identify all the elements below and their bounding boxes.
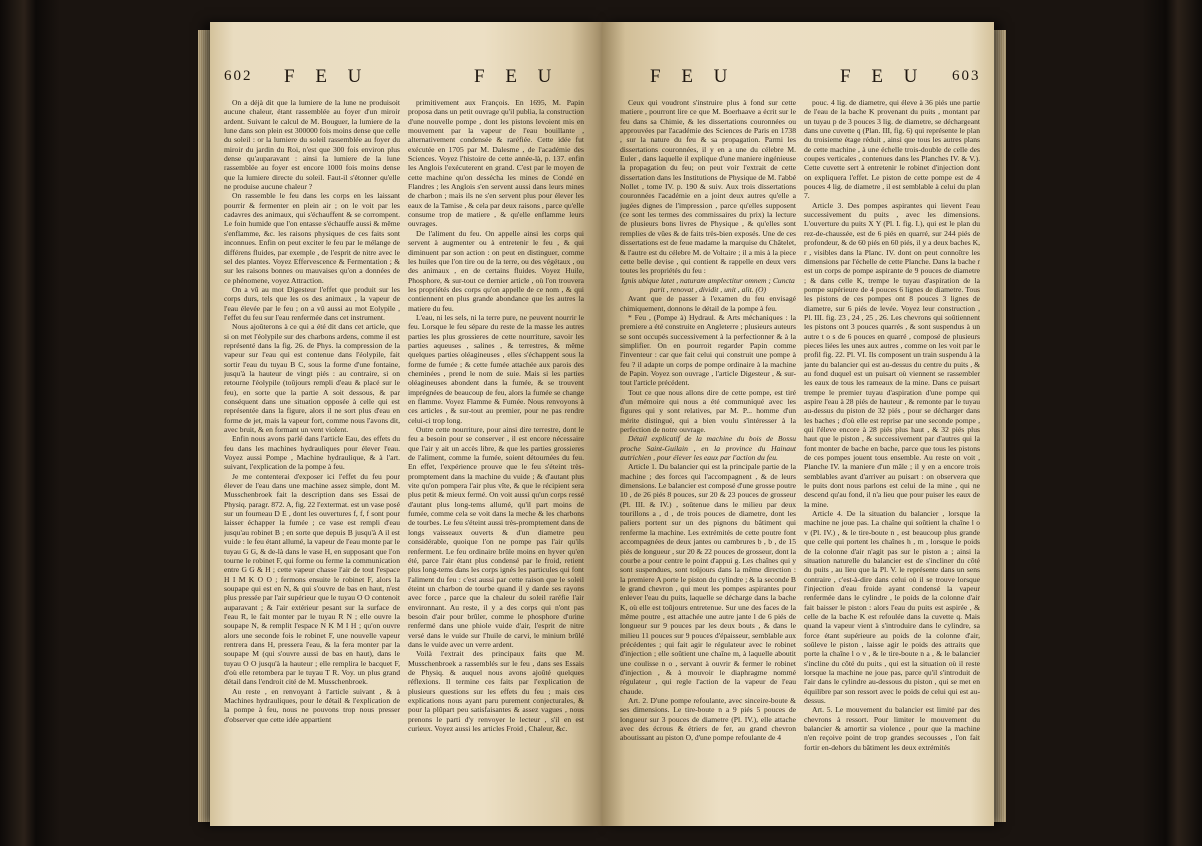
paragraph: Enfin nous avons parlé dans l'article Eau, des effets du feu dans les machines hydrauliques pour élever l'eau. Voyez aussi Pompe , Machine hydraulique, & à l'art. suivant, l'explication de la pompe à feu. — [224, 434, 400, 472]
paragraph: Je me contenterai d'exposer ici l'effet du feu pour élever de l'eau dans une machine assez simple, dont M. Musschenbroek fait la description dans ses Essai de Physiq. paragr. 872. A, fig. 22 l'extermat. est un vase posé sur un fourneau D E , dont les ouvertures f, f, f sont pour laisser échapper la fumée ; ce vase est rempli d'eau jusqu'au robinet B ; en sorte que depuis B jusqu'à A il est vuide : le feu étant allumé, la vapeur de l'eau monte par le tuyau G G, & de-là dans le vase H, en supposant que l'on tourne le robinet F, qui forme ou ferme la communication entre G G & H ; cette vapeur chasse l'air de tout l'espace H I M K O O ; fermons ensuite le robinet F, alors la soupape qui est en N, & qui s'ouvre de bas en haut, n'est plus pressée par l'air supérieur que le tuyau O O contenoit auparavant ; & l'air extérieur pesant sur la surface de l'eau R, le fait monter par le tuyau R N ; elle ouvre la soupape N, & remplit l'espace N K M I H ; qu'on ouvre alors une seconde fois le robinet F, une nouvelle vapeur rentrera dans H, pressera l'eau, & la fera monter par la soupape M (qui s'ouvre aussi de bas en haut), dans le tuyau O O jusqu'à la hauteur ; elle remplira le bacquet F, d'où elle retombera par le tuyau T R. Voy. un plus grand détail dans l'endroit cité de M. Musschenbroek. — [224, 471, 400, 687]
paragraph: Nous ajoûterons à ce qui a été dit dans cet article, que si on met l'éolypile sur des charbons ardens, comme il est représenté dans la fig. 26. de Phys. la compression de la vapeur sur l'eau qui est contenue dans l'éolypile, fait sortir l'eau du tuyau B C, sous la forme d'une fontaine, jusqu'à la hauteur de vingt piés : au contraire, si on retourne l'éolypile (toûjours rempli d'eau & placé sur le feu), en sorte que la partie A soit dessous, & par conséquent dans une situation opposée à celle qui est représentée dans la figure, alors il ne sort plus d'eau en forme de jet, mais la vapeur fort, comme nous l'avons dit, avec bruit, & en formant un vent violent. — [224, 322, 400, 435]
paragraph: Au reste , en renvoyant à l'article suivant , & à Machines hydrauliques, pour le détail & l'explication de la pompe à feu, nous ne pouvons trop nous presser d'observer que cette idée appartient — [224, 686, 400, 724]
paragraph: primitivement aux François. En 1695, M. Papin proposa dans un petit ouvrage qu'il publia, la construction d'une nouvelle pompe , dont les pistons levoient mis en mouvement par la vapeur de l'eau bouillante , alternativement condensée & raréfiée. Cette idée fut exécutée en 1705 par M. Dalesme , de l'académie des Sciences. Voyez l'histoire de cette année-là, p. 137. enfin les Anglois l'exécuterent en grand. C'est par le moyen de cette machine qu'on dessécha les mines de Condé en Flandres ; les Anglois s'en servent aussi dans leurs mines de charbon ; mais ils ne s'en servent plus pour élever les eaux de la Tamise , & cela par deux raisons , parce qu'elle consume trop de matiere , & qu'elle enflamme leurs ouvrages. — [408, 98, 584, 229]
left-page-header-left: F E U — [284, 66, 370, 87]
left-page — [210, 22, 602, 826]
paragraph: Ceux qui voudront s'instruire plus à fond sur cette matiere , pourront lire ce que M. Boerhaave a écrit sur le feu dans sa Chimie, & les dissertations couronnées ou approuvées par l'académie des Sciences de Paris en 1738 , sur la nature du feu & sa propagation. Parmi les dissertations couronnées, il y en a une du célebre M. Euler , dans laquelle il explique d'une maniere ingénieuse la propagation du feu; on peut voir l'extrait de cette dissertation dans les Institutions de Physique de M. l'abbé Nollet , tome IV. p. 190 & suiv. Aux trois dissertations couronnées l'académie en a joint deux autres qu'elle a jugées dignes de l'impression , parce qu'elles supposent (ce sont les termes des commissaires du prix) la lecture de plusieurs bons livres de Physique , & qu'elles sont remplies de vûes & de faits très-bien exposés. Une de ces dissertations est de feue madame la marquise du Châtelet, & l'autre est du célebre M. de Voltaire ; il a mis à la piece cette belle devise , qui contient & rappelle en deux vers toutes les propriétés du feu : — [620, 98, 796, 276]
paragraph: Tout ce que nous allons dire de cette pompe, est tiré d'un mémoire qui nous a été communiqué avec les figures qui y sont relatives, par M. P... homme d'un mérite distingué, qui a bien voulu s'intéresser à la perfection de notre ouvrage. — [620, 387, 796, 435]
right-page-number: 603 — [952, 68, 981, 84]
paragraph: L'eau, ni les sels, ni la terre pure, ne peuvent nourrir le feu. Lorsque le feu sépare du reste de la masse les autres parties les plus grossieres de cette nourriture, savoir les parties aqueuses , salines , & terrestres, & même quelques parties oléagineuses , elles s'échappent sous la forme de fumée ; & cette fumée attachée aux parois des cheminées , prend le nom de suie. Mais si les parties oléagineuses abondent dans la fumée, & se trouvent imprégnées de beaucoup de feu, alors la fumée se change en flamme. Voyez Flamme & Fumée. Nous renvoyons à ces articles , & sur-tout au premier, pour ne pas rendre celui-ci trop long. — [408, 312, 584, 425]
left-page-column-2 — [408, 98, 584, 798]
page-edges-left — [198, 30, 210, 822]
left-page-number: 602 — [224, 68, 253, 84]
paragraph: On a déjà dit que la lumiere de la lune ne produisoit aucune chaleur, étant rassemblée au foyer d'un miroir ardent. Suivant le calcul de M. Bouguer, la lumiere de la lune dans son plein est 300000 fois moins dense que celle du soleil : or la lumiere du soleil rassemblée au foyer du miroir du jardin du Roi, n'est que 300 fois environ plus dense qu'auparavant : ainsi la lumiere de la lune rassemblée au foyer est encore 1000 fois moins dense que la lumiere directe du soleil. Faut-il s'étonner qu'elle ne produise aucune chaleur ? — [224, 98, 400, 192]
paragraph: Art. 5. Le mouvement du balancier est limité par des chevrons à ressort. Pour limiter le mouvement du balancier & amortir sa violence , pour que la machine n'en reçoive point de trop grandes secousses , l'on fait fortir en-dehors du bâtiment les deux extrémités — [804, 705, 980, 752]
right-page-header-right: F E U — [840, 66, 926, 87]
paragraph: Article 1. Du balancier qui est la principale partie de la machine ; des forces qui l'accompagnent , & de leurs dimensions. Le balancier est composé d'une grosse poutre 10 , de 26 piés 8 pouces, sur 20 & 23 pouces de grosseur (Pl. III. & IV.) , soûtenue dans le milieu par deux tourillons a , d , de trois pouces de diametre, dont les paliers portent sur un des pignons du bâtiment qui renferme la machine. Les extrémités de cette poutre font accompagnées de deux jantes ou cambrures b , b , de 15 piés de longueur , sur 20 & 22 pouces de grosseur, dont la courbe a pour centre le point d'appui g. Les chaînes qui y sont suspendues, sont toûjours dans la même direction : la premiere A porte le piston du cylindre ; & la seconde B le grand chevron , qui meut les pompes aspirantes pour enlever l'eau du puits, laquelle se décharge dans la bache K, où elle est toûjours entretenue. Sur une des faces de la même poutre , est attachée une autre jante l de 6 piés de longueur sur 9 pouces par les deux bouts , & dans le milieu 11 pouces sur 9 pouces d'épaisseur, semblable aux précédentes ; qui fait agir le régulateur avec le robinet d'injection ; elle soûtient une chaîne m, à laquelle aboutit une coulisse n o , servant à ouvrir & fermer le robinet d'injection , & à mouvoir le diaphragme nommé régulateur , qui regle l'action de la vapeur de l'eau chaude. — [620, 462, 796, 696]
paragraph: Voilà l'extrait des principaux faits que M. Musschenbroek a rassemblés sur le feu , dans ses Essais de Physiq. & auquel nous avons ajoûté quelques réflexions. Il termine ces faits par l'explication de plusieurs questions sur les effets du feu ; mais ces explications nous ayant paru purement conjecturales, & pour la plûpart peu satisfaisantes & assez vagues , nous prenons le parti d'y renvoyer le lecteur , s'il en est curieux. Voyez aussi les articles Froid , Chaleur, &c. — [408, 649, 584, 734]
paragraph: Détail explicatif de la machine du bois de Bossu proche Saint-Guilain , en la province du Hainaut autrichien , pour élever les eaux par l'action du feu. — [620, 434, 796, 463]
paragraph: Outre cette nourriture, pour ainsi dire terrestre, dont le feu a besoin pour se conserver , il est encore nécessaire que l'air y ait un accès libre, & que les parties grossieres de l'aliment, comme la fumée, soient détournées du feu. En effet, l'expérience prouve que le feu s'éteint très-promptement dans la machine du vuide ; & d'autant plus vite qu'on pompera l'air plus vîte, & que le récipient sera plus petit & mieux fermé. On voit aussi qu'un corps ressé d'autant plus long-tems allumé, qu'il part moins de fumée, comme cela se voit dans la meche & les charbons de tourbes. Le feu s'éteint aussi très-promptement dans de longs vaisseaux ouverts & d'un diametre peu considérable, quoique l'on ne pompe pas l'air qu'ils renferment. Le feu ordinaire brûle moins en hyver qu'en été, parce l'air étant plus condensé par le froid, retient plus long-tems dans les corps ignés les particules qui font l'aliment du feu : c'est aussi par cette raison que le soleil éteint un charbon de tourbe quand il y darde ses rayons avec force , parce que la chaleur du soleil raréfie l'air environnant. Au reste, il y a des corps qui n'ont pas besoin d'air pour brûler, comme le phosphore d'urine renfermé dans une phiole vuide d'air, l'esprit de nitre versé dans le vuide sur l'huile de carvi, le minium brûlé dans le vuide avec un verre ardent. — [408, 425, 584, 649]
paragraph: Article 3. Des pompes aspirantes qui lievent l'eau successivement du puits , avec les dimensions. L'ouverture du puits X Y (Pl. I. fig. I.), qui est le plan du rez-de-chaussée, est de 6 piés en quarré, sur 244 piés de profondeur, & de 60 piés en 60 piés, il y a deux baches K, r , visibles dans la Planc. IV. dont on peut connoître les dimensions par l'échelle de cette Planche. Dans la bache r est un corps de pompe aspirante de 9 pouces de diametre ; & dans celle K, trempe le tuyau d'aspiration de la pompe supérieure de 4 pouces 6 lignes de diametre. Tous les pistons de ces pompes ont 8 pouces 3 lignes de diametre, sur 6 piés de levée. Voyez leur construction , Pl. III. fig. 23 , 24 , 25 , 26. Les chevrons qui soûtiennent les pistons ont 3 pouces quarrés , & sont suspendus à un autre t o s de 6 pouces en quarré , composé de plusieurs pieces liées les unes aux autres , comme on les voit par le profil fig. 22. Pl. VI. Ils composent un train suspendu à la jante du balancier qui est au-dessus du centre du puits , & au fond duquel est un puisart où viennent se rassembler les eaux de tous les rameaux de la mine. Dans ce puisart trempe le premier tuyau d'aspiration d'une pompe qui aspire l'eau à 28 piés de hauteur , & remonte par le tuyau au-dessus du piston de 32 piés , pour se décharger dans les baches ; d'où elle est reprise par une seconde pompe , qui l'éleve encore à 28 piés plus haut , & 32 piés plus haut que le piston , & successivement par d'autres qui la font monter de bache en bache, parce que tous les pistons de ces pompes jouent tous ensemble. Au reste on voit , Planche IV. la maniere d'un mâle ; il y en a encore trois semblables avant d'arriver au puisart : on observera que le puits dont nous parlons est celui de la mine , qui ne descend qu'au fond, il n'a lieu que pour puiser les eaux de la mine. — [804, 200, 980, 509]
right-page — [602, 22, 994, 826]
page-edges-right — [994, 30, 1006, 822]
paragraph: On a vû au mot Digesteur l'effet que produit sur les corps durs, tels que les os des animaux , la vapeur de l'eau élevée par le feu ; on a vû aussi au mot Eolypile , l'effet du feu sur l'eau renfermée dans cet instrument. — [224, 284, 400, 322]
paragraph: Art. 2. D'une pompe refoulante, avec sinceire-boute & ses dimensions. Le tire-boute n a 9 piés 5 pouces de longueur sur 3 pouces de diametre (Pl. IV.), elle attache avec des écrous & étriers de fer, au grand chevron aboutissant au piston O, d'une pompe refoulante de 4 — [620, 696, 796, 743]
paragraph: Avant que de passer à l'examen du feu envisagé chimiquement, donnons le détail de la pompe à feu. — [620, 294, 796, 313]
right-page-column-2 — [804, 98, 980, 798]
paragraph: De l'aliment du feu. On appelle ainsi les corps qui servent à augmenter ou à entretenir le feu , & qui diminuent par son action : on peut en distinguer, comme les huiles que l'on tire ou de la terre, ou des végétaux , ou des animaux , en de certains fluides. Voyez Huile, Phosphore, & sur-tout ce dernier article , où l'on trouvera les propriétés des corps qu'on appelle de ce nom , & qui contiennent en plus grande abondance que les autres la matiere du feu. — [408, 228, 584, 313]
right-page-header-left: F E U — [650, 66, 736, 87]
paragraph: pouc. 4 lig. de diametre, qui éleve à 36 piés une partie de l'eau de la bache K provenant du puits , montant par un tuyau p de 3 pouces 3 lig. de diametre, se déchargeant dans une cuvette q (Plan. III, fig. 6) qui représente le plan du troisieme étage réduit , ainsi que tous les autres plans de cette machine , à une échelle trois-double de celle des coupes verticales , contenues dans les Planches IV. & V.). Cette cuvette sert à entretenir le robinet d'injection dont on expliquera l'effet. Le piston de cette pompe est de 4 pouces 4 lig. de diametre , il est semblable à celui du plan 7. — [804, 98, 980, 201]
right-page-column-1 — [620, 98, 796, 798]
paragraph: Article 4. De la situation du balancier , lorsque la machine ne joue pas. La chaîne qui soûtient la chaîne l o v (Pl. IV.) , & le tire-boute n , est beaucoup plus grande que celle qui portent les chaînes h , m , lorsque le poids de la colonne d'air n'agit pas sur le piston a ; ainsi la situation naturelle du balancier est de s'incliner du côté du puits , au lieu que la Pl. V. le représente dans un sens contraire , c'est-à-dire dans celui où il se trouve lorsque l'injection d'eau froide ayant condensé la vapeur renfermée dans le cylindre , le poids de la colonne d'air fait baisser le piston : alors l'eau du puits est aspirée , & celle de la bache K est refoulée dans la cuvette q. Mais quand la vapeur vient à s'introduire dans le cylindre, sa force étant supérieure au poids de la colonne d'air, soûleve le piston , laisse agir le poids des attraits que porte la chaîne l o v , & le tire-boute n a , & le balancier s'incline du côté du puits , qui est la situation où il reste lorsque la machine ne joue pas, parce qu'il s'introduit de l'air dans le cylindre au-dessous du piston , qui se met en équilibre par son ressort avec le poids de celui qui est au-dessus. — [804, 509, 980, 705]
paragraph: On rassemble le feu dans les corps en les laissant pourrir & fermenter en plein air ; on le voit par les cadavres des animaux, qui s'échauffent & se corrompent. Le foin humide que l'on entasse s'échauffe aussi & même s'enflamme, &c. les raisons physiques de ces faits sont inconnues. Enfin on peut exciter le feu par le mélange de différens fluides, par exemple , de l'esprit de nitre avec le sel des plantes. Voyez Effervescence & Fermentation ; & sur les raisons bonnes ou mauvaises qu'on a données de ce phénomene, voyez Attraction. — [224, 191, 400, 285]
left-page-header-right: F E U — [474, 66, 560, 87]
paragraph: * Feu , (Pompe à) Hydraul. & Arts méchaniques : la premiere a été construite en Angleterre ; plusieurs auteurs se sont occupés successivement à la perfectionner & à la simplifier. On en pourroit regarder Papin comme l'inventeur : car que fait celui qui construit une pompe à feu ? il adapte un corps de pompe ordinaire à la machine de Papin. Voyez son ouvrage , l'article Digesteur , & sur-tout l'article précédent. — [620, 312, 796, 388]
left-page-column-1 — [224, 98, 400, 798]
verse: Ignis ubique latet , naturam amplectitur omnem ; Cuncta parit , renovat , dividit , unit , alit. (O) — [621, 275, 795, 294]
